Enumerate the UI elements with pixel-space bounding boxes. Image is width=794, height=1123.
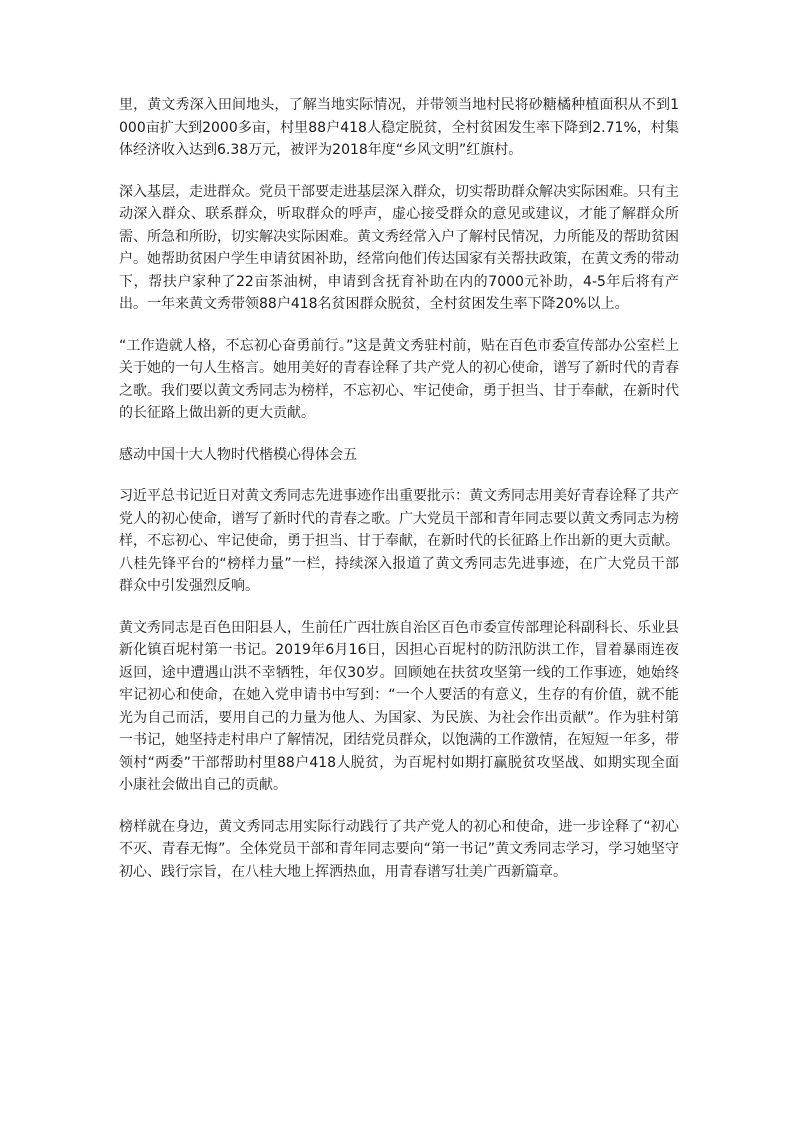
paragraph-1: 里，黄文秀深入田间地头，了解当地实际情况，并带领当地村民将砂糖橘种植面积从不到1000亩扩大到2000多亩，村里88户418人稳定脱贫，全村贫困发生率下降到2.71%，村集体经济收入达到6.38万元，被评为2018年度“乡风文明”红旗村。 (119, 97, 679, 158)
document-body (119, 94, 679, 902)
paragraph-2: 深入基层，走进群众。党员干部要走进基层深入群众，切实帮助群众解决实际困难。只有主动深入群众、联系群众，听取群众的呼声，虚心接受群众的意见或建议，才能了解群众所需、所急和所盼，切实解决实际困难。黄文秀经常入户了解村民情况，力所能及的帮助贫困户。她帮助贫困户学生申请贫困补助，经常向他们传达国家有关帮扶政策，在黄文秀的带动下，帮扶户家种了22亩茶油树，申请到含抚育补助在内的7000元补助，4-5年后将有产出。一年来黄文秀带领88户418名贫困群众脱贫，全村贫困发生率下降20%以上。 (119, 183, 679, 312)
paragraph-6: 榜样就在身边，黄文秀同志用实际行动践行了共产党人的初心和使命，进一步诠释了“初心不灭、青春无悔”。全体党员干部和青年同志要向“第一书记”黄文秀同志学习，学习她坚守初心、践行宗旨，在八桂大地上挥洒热血，用青春谱写壮美广西新篇章。 (119, 818, 679, 880)
paragraph-3: “工作造就人格，不忘初心奋勇前行。”这是黄文秀驻村前，贴在百色市委宣传部办公室栏上关于她的一句人生格言。她用美好的青春诠释了共产党人的初心使命，谱写了新时代的青春之歌。我们要以黄文秀同志为榜样，不忘初心、牢记使命，勇于担当、甘于奉献，在新时代的长征路上做出新的更大贡献。 (119, 337, 679, 421)
paragraph-5: 黄文秀同志是百色田阳县人，生前任广西壮族自治区百色市委宣传部理论科副科长、乐业县新化镇百坭村第一书记。2019年6月16日，因担心百坭村的防汛防洪工作，冒着暴雨连夜返回，途中遭遇山洪不幸牺牲，年仅30岁。回顾她在扶贫攻坚第一线的工作事迹，她始终牢记初心和使命，在她入党申请书中写到：“一个人要活的有意义，生存的有价值，就不能光为自己而活，要用自己的力量为他人、为国家、为民族、为社会作出贡献”。作为驻村第一书记，她坚持走村串户了解情况，团结党员群众，以饱满的工作激情，在短短一年多，带领村“两委”干部帮助村里88户418人脱贫，为百坭村如期打赢脱贫攻坚战、如期实现全面小康社会做出自己的贡献。 (119, 619, 679, 793)
paragraph-4: 习近平总书记近日对黄文秀同志先进事迹作出重要批示：黄文秀同志用美好青春诠释了共产党人的初心使命，谱写了新时代的青春之歌。广大党员干部和青年同志要以黄文秀同志为榜样，不忘初心、牢记使命，勇于担当、甘于奉献，在新时代的长征路上作出新的更大贡献。八桂先锋平台的“榜样力量”一栏，持续深入报道了黄文秀同志先进事迹，在广大党员干部群众中引发强烈反响。 (119, 488, 679, 594)
section-heading: 感动中国十大人物时代楷模心得体会五 (119, 446, 357, 463)
